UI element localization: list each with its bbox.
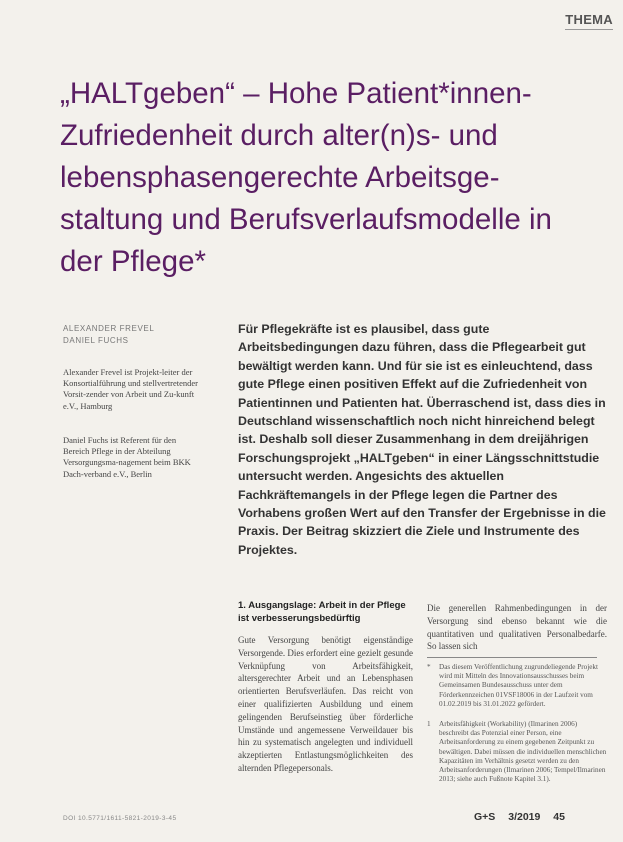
footer-doi: DOI 10.5771/1611-5821-2019-3-45	[63, 815, 177, 822]
lead-paragraph: Für Pflegekräfte ist es plausibel, dass gute Arbeitsbedingungen dazu führen, dass die Pflegearbeit gut bewältigt werden kann. Und für sie ist es einleuchtend, dass gute Pflege einen positiven Effekt auf die Zufriedenheit von Patientinnen und Patienten hat. Überraschend ist, dass dies in Deutschland wissenschaftlich noch nicht hinreichend belegt ist. Deshalb soll dieser Zusammenhang in dem dreijährigen Forschungsprojekt „HALTgeben“ in einer Längsschnittstudie untersucht werden. Angesichts des aktuellen Fachkräftemangels in der Pflege legen die Partner des Vorhabens großen Wert auf den Transfer der Ergebnisse in die Praxis. Der Beitrag skizziert die Ziele und Instrumente des Projektes.	[238, 322, 606, 557]
footnote-mark: *	[427, 663, 431, 671]
author-bio: Daniel Fuchs ist Referent für den Bereich Pflege in der Abteilung Versorgungsma-nagement beim BKK Dach-verband e.V., Berlin	[63, 435, 191, 479]
footnote-text: Das diesem Veröffentlichung zugrundeliegende Projekt wird mit Mitteln des Innovationsausschusses beim Gemeinsamen Bundesausschuss unter dem Förderkennzeichen 01VSF18006 in der Laufzeit vom 01.02.2019 bis 31.01.2022 gefördert.	[439, 663, 599, 708]
footer-journal-info	[474, 811, 614, 823]
section-tag: THEMA	[565, 12, 613, 30]
article-title: „HALTgeben“ – Hohe Patient*innen-Zufriedenheit durch alter(n)s- und lebensphasengerechte Arbeitsge-staltung und Berufsverlaufsmodelle in der Pflege*	[60, 77, 552, 278]
author-name: ALEXANDER FREVEL	[63, 324, 155, 333]
footnote	[427, 720, 607, 784]
footnote-mark: 1	[427, 720, 431, 728]
journal-issue: 3/2019	[508, 811, 541, 823]
page-number: 45	[553, 811, 565, 823]
body-text-right-column: Die generellen Rahmenbedingungen in der Versorgung sind ebenso bekannt wie die quantitativen und qualitativen Personalbedarfe. So lassen sich	[427, 603, 607, 652]
section-heading: 1. Ausgangslage: Arbeit in der Pflege ist verbesserungsbedürftig	[238, 600, 406, 624]
footnote-text: Arbeitsfähigkeit (Workability) (Ilmarinen 2006) beschreibt das Potenzial einer Person, eine Arbeitsanforderung zu einem gegebenen Zeitpunkt zu bewältigen. Dabei müssen die individuellen menschlichen Kapazitäten im Verhältnis gesetzt werden zu den Arbeitsanforderungen (Ilmarinen 2006; Tempel/Ilmarinen 2013; siehe auch Fußnote Kapitel 3.1).	[439, 720, 607, 784]
author-bio: Alexander Frevel ist Projekt-leiter der Konsortialführung und stellvertretender Vorsit-zender von Arbeit und Zu-kunft e.V., Hamburg	[63, 367, 199, 411]
body-text-left-column: Gute Versorgung benötigt eigenständige Versorgende. Dies erfordert eine gezielt gesunde Verknüpfung von Arbeitsfähigkeit, altersgerechter Arbeit und an Lebensphasen orientierten Berufsverläufen. Das reicht von einer qualifizierten Ausbildung und einem gelingenden Berufseinstieg über förderliche Umstände und angemessene Verweildauer bis hin zu systematisch angelegten und individuell akzeptierten Entlastungsmöglichkeiten des alternden Pflegepersonals.	[238, 635, 413, 773]
footnote-divider	[427, 657, 597, 658]
author-names	[63, 323, 203, 347]
journal-name: G+S	[474, 811, 496, 823]
author-name: DANIEL FUCHS	[63, 336, 129, 345]
footnote	[427, 663, 607, 709]
